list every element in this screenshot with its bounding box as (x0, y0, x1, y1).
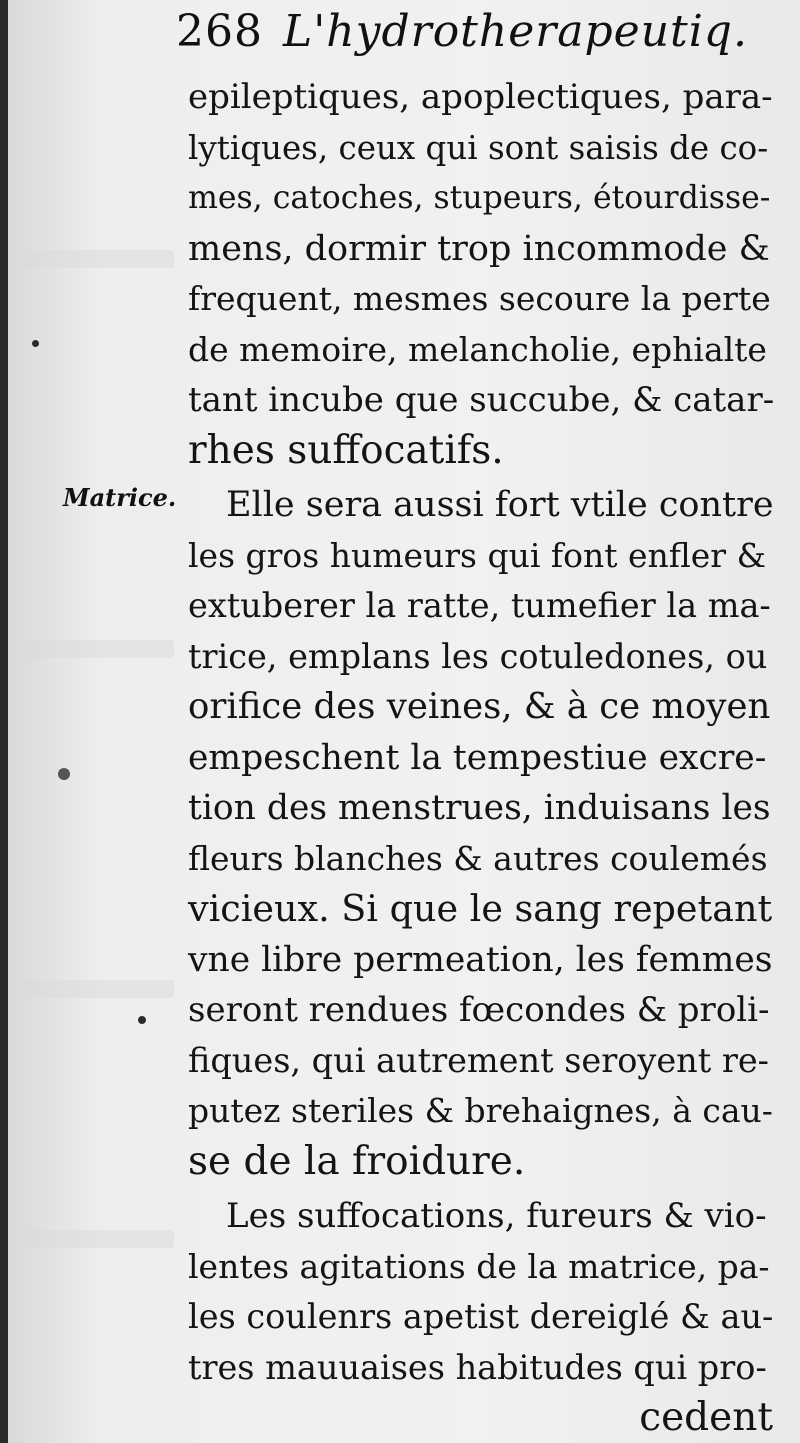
text-line: extuberer la ratte, tumefier la ma- (188, 586, 771, 625)
body-text (188, 72, 773, 1443)
text-line: mens, dormir trop incommode & (188, 228, 770, 269)
text-line: seront rendues fœcondes & proli- (188, 990, 770, 1030)
text-line: de memoire, melancholie, ephialte (188, 329, 767, 369)
ink-spot (32, 340, 39, 347)
text-line: fleurs blanches & autres coulemés (188, 838, 768, 878)
text-line: Les suffocations, fureurs & vio- (226, 1196, 767, 1236)
running-title: L'hydrotherapeutiq. (282, 6, 748, 57)
paragraph (188, 1191, 773, 1443)
show-through-mark (24, 1230, 174, 1248)
catchword: cedent (639, 1395, 773, 1440)
show-through-mark (24, 250, 174, 268)
text-line: lytiques, ceux qui sont saisis de co- (188, 128, 769, 167)
ink-spot (58, 768, 70, 780)
text-line: les coulenrs apetist dereiglé & au- (188, 1297, 774, 1336)
text-line: tant incube que succube, & catar- (188, 380, 775, 420)
text-line: tres mauuaises habitudes qui pro- (188, 1347, 767, 1387)
text-line: les gros humeurs qui font enfler & (188, 535, 766, 575)
text-line: orifice des veines, & à ce moyen (188, 686, 771, 727)
text-line: tion des menstrues, induisans les (188, 788, 771, 828)
page-number: 268 (176, 6, 263, 57)
text-line: Elle sera aussi fort vtile contre (226, 485, 774, 525)
marginal-note: Matrice. (63, 483, 177, 512)
ink-spot (138, 1016, 146, 1024)
text-line: empeschent la tempestiue excre- (188, 737, 767, 778)
text-line: se de la froidure. (188, 1138, 526, 1184)
running-head (176, 6, 748, 57)
text-line: frequent, mesmes secoure la perte (188, 279, 771, 318)
text-line: lentes agitations de la matrice, pa- (188, 1246, 770, 1286)
text-line: rhes suffocatifs. (188, 427, 504, 473)
show-through-mark (24, 640, 174, 658)
text-line: trice, emplans les cotuledones, ou (188, 636, 768, 676)
text-line: epileptiques, apoplectiques, para- (188, 77, 773, 117)
text-line: mes, catoches, stupeurs, étourdisse- (188, 180, 771, 216)
text-line: vicieux. Si que le sang repetant (188, 887, 773, 930)
text-line: fiques, qui autrement seroyent re- (188, 1040, 769, 1080)
paragraph (188, 72, 773, 476)
show-through-mark (24, 980, 174, 998)
text-line: vne libre permeation, les femmes (188, 939, 773, 980)
paragraph (188, 480, 773, 1187)
book-page (8, 0, 800, 1443)
text-line: putez steriles & brehaignes, à cau- (188, 1091, 773, 1130)
